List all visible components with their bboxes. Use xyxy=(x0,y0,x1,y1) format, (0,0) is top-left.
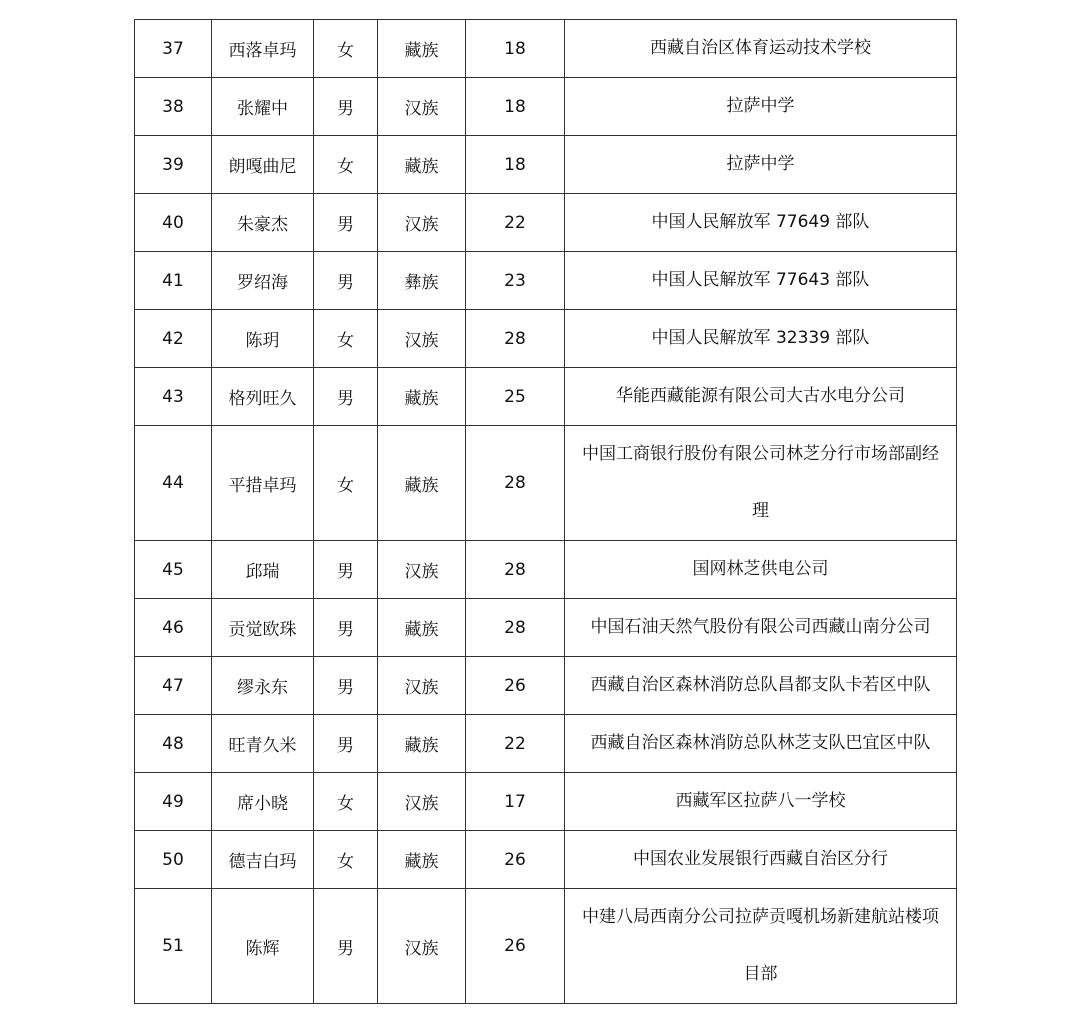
roster-body xyxy=(135,20,957,1004)
table-row xyxy=(135,889,957,1004)
work-unit: 华能西藏能源有限公司大古水电分公司 xyxy=(565,368,957,426)
table-row xyxy=(135,773,957,831)
work-unit: 拉萨中学 xyxy=(565,78,957,136)
gender: 男 xyxy=(314,78,378,136)
ethnicity: 汉族 xyxy=(378,310,466,368)
table-row xyxy=(135,657,957,715)
work-unit: 国网林芝供电公司 xyxy=(565,541,957,599)
row-number: 50 xyxy=(135,831,212,889)
gender: 女 xyxy=(314,426,378,541)
table-row xyxy=(135,831,957,889)
person-name: 陈玥 xyxy=(212,310,314,368)
age: 23 xyxy=(466,252,565,310)
age: 25 xyxy=(466,368,565,426)
ethnicity: 藏族 xyxy=(378,599,466,657)
ethnicity: 彝族 xyxy=(378,252,466,310)
age: 18 xyxy=(466,20,565,78)
person-name: 邱瑞 xyxy=(212,541,314,599)
roster-table xyxy=(134,19,957,1004)
table-row xyxy=(135,368,957,426)
row-number: 48 xyxy=(135,715,212,773)
gender: 男 xyxy=(314,368,378,426)
table-row xyxy=(135,310,957,368)
gender: 女 xyxy=(314,773,378,831)
ethnicity: 藏族 xyxy=(378,426,466,541)
ethnicity: 汉族 xyxy=(378,657,466,715)
table-row xyxy=(135,252,957,310)
work-unit: 中国人民解放军 77649 部队 xyxy=(565,194,957,252)
person-name: 贡觉欧珠 xyxy=(212,599,314,657)
ethnicity: 汉族 xyxy=(378,541,466,599)
gender: 男 xyxy=(314,889,378,1004)
person-name: 罗绍海 xyxy=(212,252,314,310)
gender: 男 xyxy=(314,715,378,773)
work-unit: 中国石油天然气股份有限公司西藏山南分公司 xyxy=(565,599,957,657)
work-unit: 中国农业发展银行西藏自治区分行 xyxy=(565,831,957,889)
person-name: 张耀中 xyxy=(212,78,314,136)
row-number: 45 xyxy=(135,541,212,599)
person-name: 缪永东 xyxy=(212,657,314,715)
ethnicity: 汉族 xyxy=(378,889,466,1004)
work-unit: 中国人民解放军 77643 部队 xyxy=(565,252,957,310)
age: 22 xyxy=(466,194,565,252)
age: 22 xyxy=(466,715,565,773)
person-name: 朱豪杰 xyxy=(212,194,314,252)
age: 28 xyxy=(466,541,565,599)
gender: 男 xyxy=(314,541,378,599)
person-name: 旺青久米 xyxy=(212,715,314,773)
row-number: 49 xyxy=(135,773,212,831)
gender: 女 xyxy=(314,20,378,78)
age: 28 xyxy=(466,426,565,541)
ethnicity: 藏族 xyxy=(378,136,466,194)
row-number: 43 xyxy=(135,368,212,426)
age: 17 xyxy=(466,773,565,831)
gender: 男 xyxy=(314,657,378,715)
table-row xyxy=(135,426,957,541)
row-number: 39 xyxy=(135,136,212,194)
row-number: 40 xyxy=(135,194,212,252)
age: 26 xyxy=(466,889,565,1004)
person-name: 格列旺久 xyxy=(212,368,314,426)
table-row xyxy=(135,78,957,136)
age: 28 xyxy=(466,310,565,368)
ethnicity: 藏族 xyxy=(378,20,466,78)
age: 28 xyxy=(466,599,565,657)
person-name: 德吉白玛 xyxy=(212,831,314,889)
work-unit: 拉萨中学 xyxy=(565,136,957,194)
gender: 女 xyxy=(314,831,378,889)
age: 26 xyxy=(466,831,565,889)
row-number: 38 xyxy=(135,78,212,136)
ethnicity: 汉族 xyxy=(378,773,466,831)
age: 26 xyxy=(466,657,565,715)
ethnicity: 汉族 xyxy=(378,194,466,252)
row-number: 37 xyxy=(135,20,212,78)
ethnicity: 汉族 xyxy=(378,78,466,136)
work-unit: 西藏自治区森林消防总队林芝支队巴宜区中队 xyxy=(565,715,957,773)
ethnicity: 藏族 xyxy=(378,368,466,426)
table-row xyxy=(135,194,957,252)
gender: 男 xyxy=(314,599,378,657)
work-unit: 西藏军区拉萨八一学校 xyxy=(565,773,957,831)
work-unit: 中建八局西南分公司拉萨贡嘎机场新建航站楼项目部 xyxy=(565,889,957,1004)
ethnicity: 藏族 xyxy=(378,831,466,889)
work-unit: 中国工商银行股份有限公司林芝分行市场部副经理 xyxy=(565,426,957,541)
person-name: 席小晓 xyxy=(212,773,314,831)
age: 18 xyxy=(466,136,565,194)
gender: 男 xyxy=(314,194,378,252)
ethnicity: 藏族 xyxy=(378,715,466,773)
row-number: 47 xyxy=(135,657,212,715)
row-number: 42 xyxy=(135,310,212,368)
table-row xyxy=(135,541,957,599)
work-unit: 西藏自治区体育运动技术学校 xyxy=(565,20,957,78)
row-number: 46 xyxy=(135,599,212,657)
gender: 女 xyxy=(314,310,378,368)
row-number: 44 xyxy=(135,426,212,541)
table-row xyxy=(135,599,957,657)
row-number: 51 xyxy=(135,889,212,1004)
table-row xyxy=(135,136,957,194)
gender: 女 xyxy=(314,136,378,194)
gender: 男 xyxy=(314,252,378,310)
person-name: 西落卓玛 xyxy=(212,20,314,78)
age: 18 xyxy=(466,78,565,136)
table-row xyxy=(135,20,957,78)
person-name: 平措卓玛 xyxy=(212,426,314,541)
work-unit: 中国人民解放军 32339 部队 xyxy=(565,310,957,368)
person-name: 朗嘎曲尼 xyxy=(212,136,314,194)
row-number: 41 xyxy=(135,252,212,310)
work-unit: 西藏自治区森林消防总队昌都支队卡若区中队 xyxy=(565,657,957,715)
table-row xyxy=(135,715,957,773)
person-name: 陈辉 xyxy=(212,889,314,1004)
